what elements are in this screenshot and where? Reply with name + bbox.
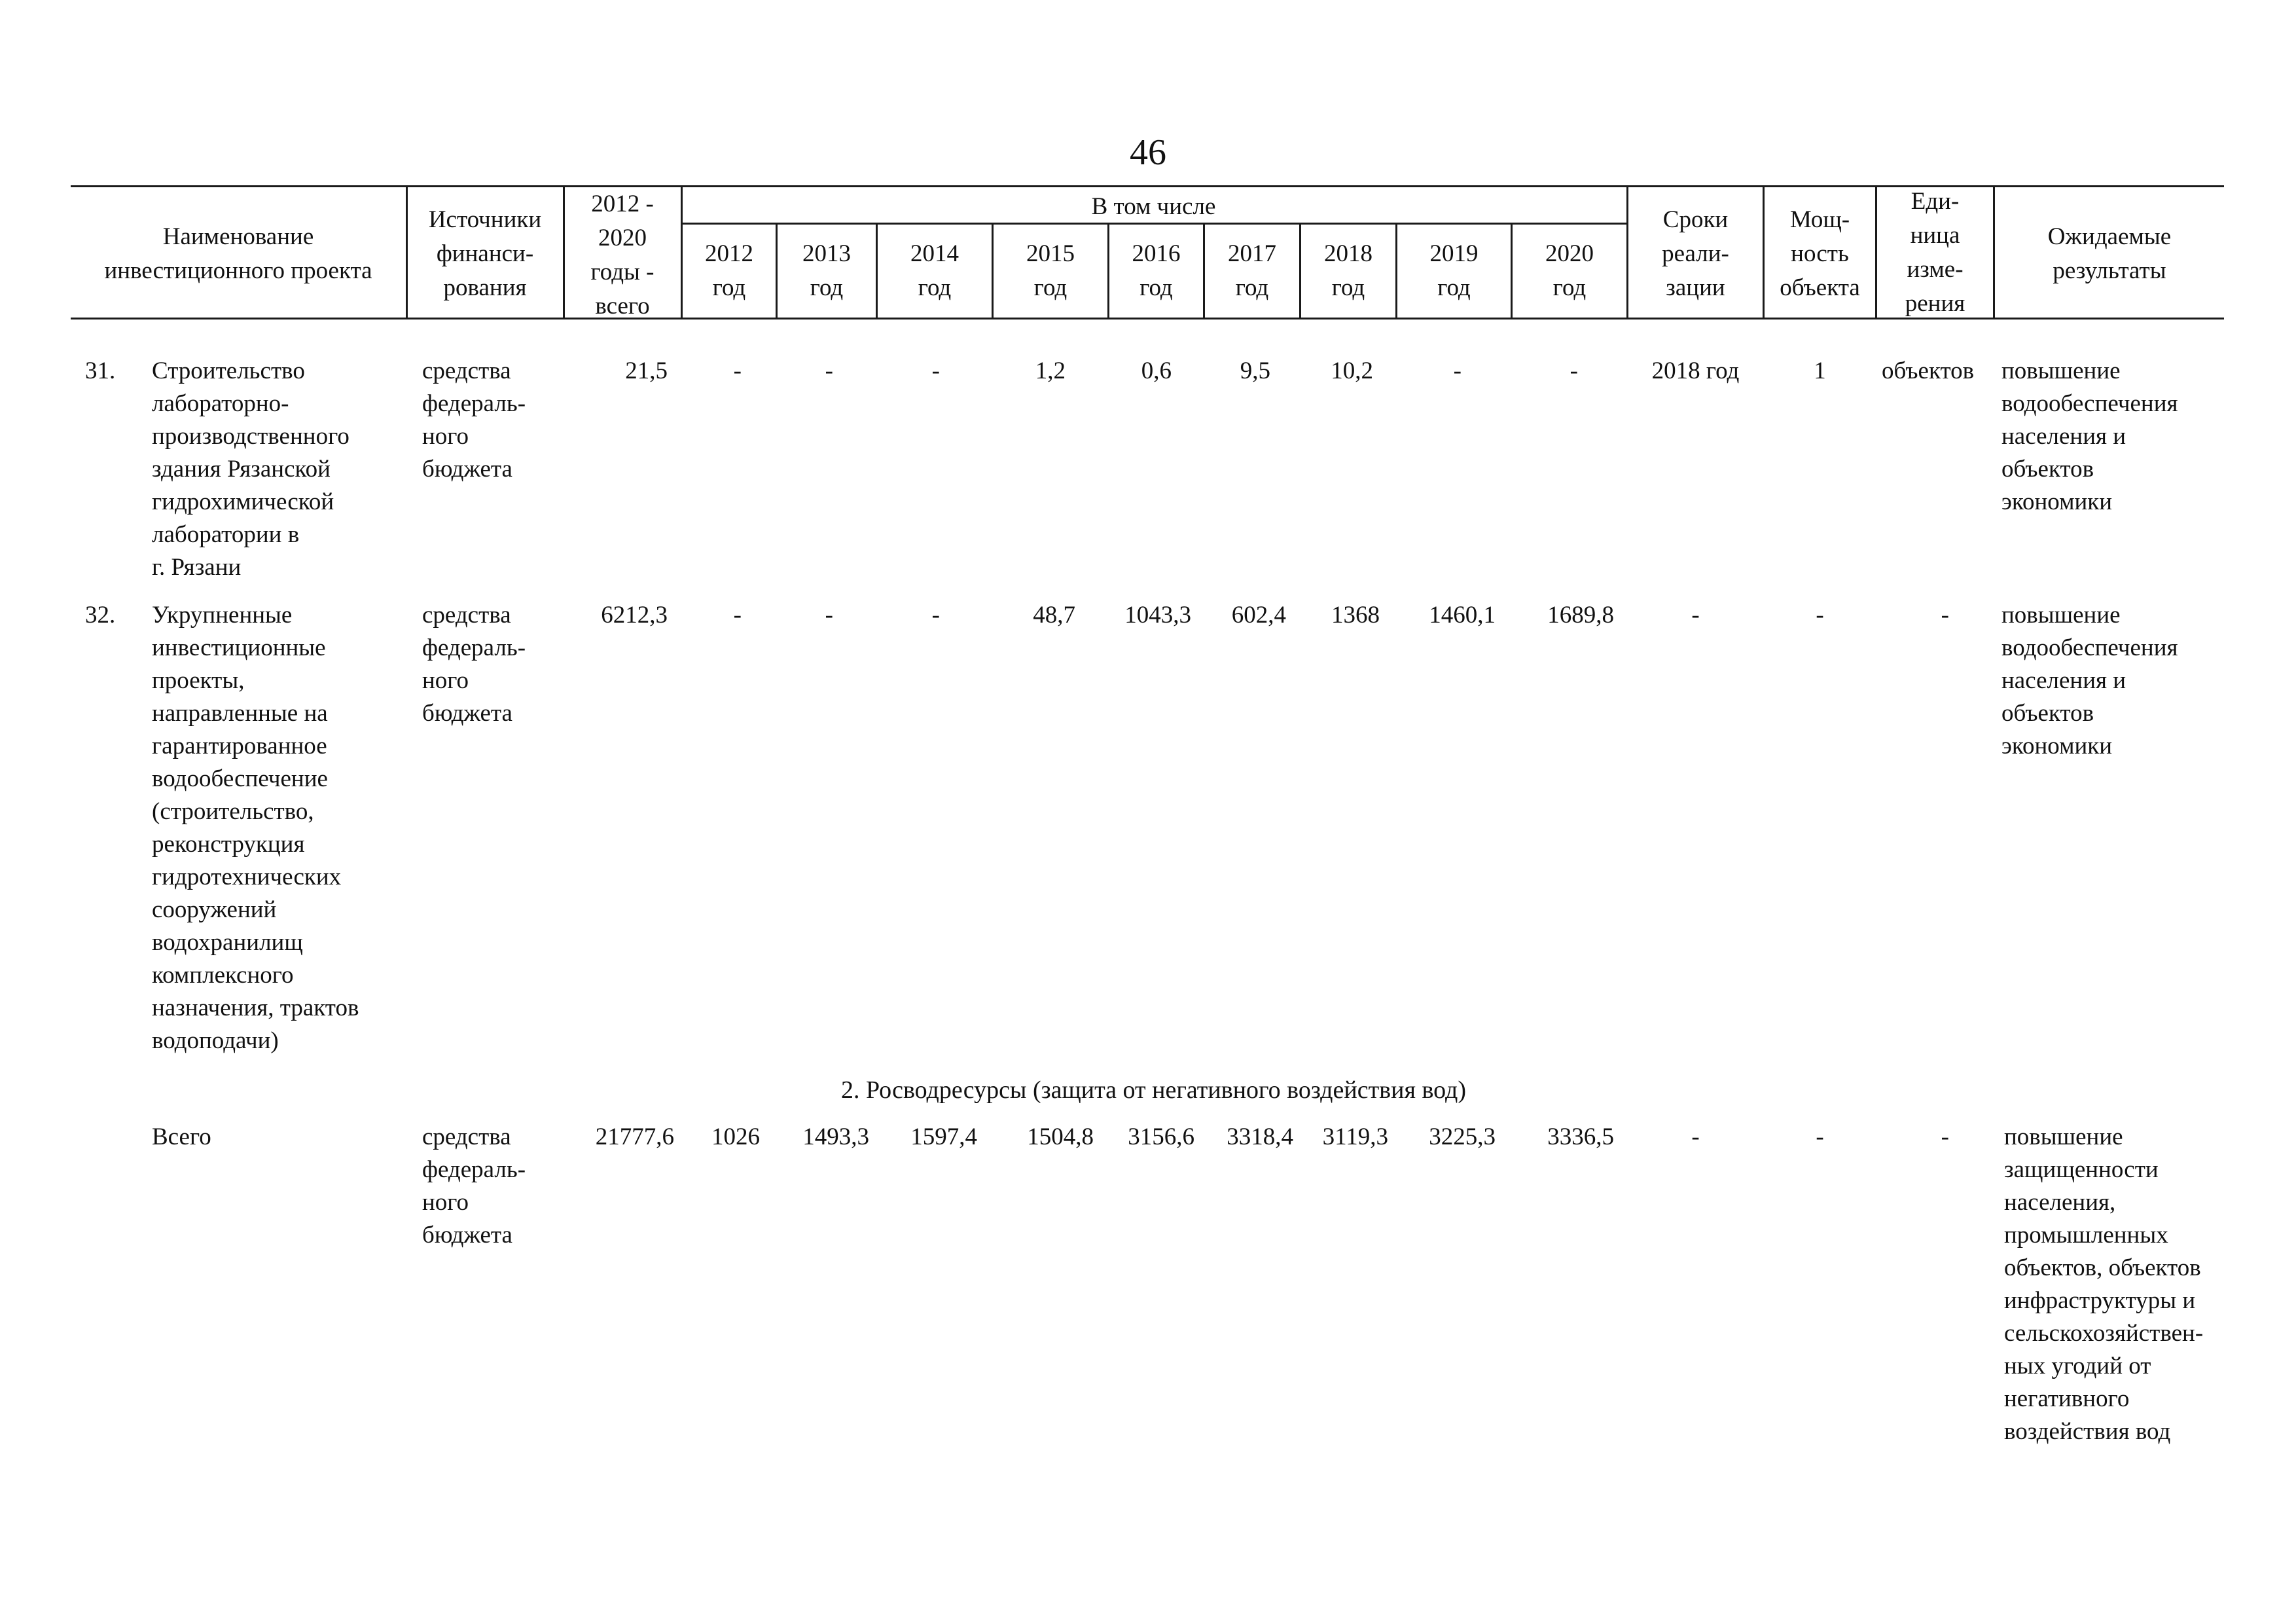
value-2014: 1597,4 [910, 1123, 977, 1150]
value-2016: 3156,6 [1128, 1123, 1194, 1150]
expected-results: повышение защищенности населения, промышленных объектов, объектов инфраструктуры и сельскохозяйствен- ных угодий от негативного воздействия вод [2004, 1123, 2204, 1445]
value-2020: 3336,5 [1547, 1123, 1614, 1150]
page-number: 46 [1130, 132, 1166, 173]
header-unit: Еди- ница изме- рения [1905, 188, 1965, 317]
value-2013: - [825, 602, 833, 629]
unit-value: объектов [1882, 357, 1975, 384]
funding-source: средства федераль- ного бюджета [422, 357, 526, 483]
implementation-terms: - [1691, 602, 1700, 629]
header-year-2016: 2016 год [1132, 240, 1181, 301]
value-2019: 3225,3 [1429, 1123, 1496, 1150]
value-2019: - [1453, 357, 1462, 384]
header-name: Наименование инвестиционного проекта [104, 223, 372, 284]
header-group-label: В том числе [1091, 193, 1216, 220]
row-number: 32. [85, 602, 116, 629]
total-row-name: Всего [152, 1123, 211, 1150]
funding-source: средства федераль- ного бюджета [422, 602, 526, 727]
header-total: 2012 - 2020 годы - всего [590, 191, 655, 319]
funding-source: средства федераль- ного бюджета [422, 1123, 526, 1249]
value-2014: - [931, 602, 940, 629]
header-year-2017: 2017 год [1228, 240, 1276, 301]
header-terms: Сроки реали- зации [1662, 206, 1729, 301]
value-2014: - [931, 357, 940, 384]
value-2015: 1504,8 [1027, 1123, 1094, 1150]
value-2017: 9,5 [1240, 357, 1270, 384]
value-2020: - [1570, 357, 1578, 384]
capacity-value: 1 [1814, 357, 1826, 384]
implementation-terms: 2018 год [1651, 357, 1740, 384]
value-2012: - [733, 602, 742, 629]
value-2013: - [825, 357, 833, 384]
header-year-2015: 2015 год [1026, 240, 1075, 301]
row-number: 31. [85, 357, 116, 384]
header-capacity: Мощ- ность объекта [1780, 206, 1860, 301]
header-year-2013: 2013 год [802, 240, 851, 301]
value-2016: 1043,3 [1124, 602, 1191, 629]
header-year-2018: 2018 год [1324, 240, 1372, 301]
value-2015: 48,7 [1033, 602, 1075, 629]
project-name: Укрупненные инвестиционные проекты, направленные на гарантированное водообеспечение (строительство, реконструкция гидротехнических сооружений водохранилищ комплексного назначения, трактов водоподачи) [152, 602, 359, 1054]
total-value: 6212,3 [601, 602, 668, 629]
unit-value: - [1941, 1123, 1949, 1150]
header-year-2020: 2020 год [1545, 240, 1594, 301]
header-year-2014: 2014 год [910, 240, 959, 301]
value-2012: - [733, 357, 742, 384]
value-2020: 1689,8 [1547, 602, 1614, 629]
value-2019: 1460,1 [1429, 602, 1496, 629]
value-2016: 0,6 [1141, 357, 1172, 384]
implementation-terms: - [1691, 1123, 1700, 1150]
unit-value: - [1941, 602, 1949, 629]
capacity-value: - [1816, 602, 1824, 629]
header-sources: Источники финанси- рования [428, 206, 542, 301]
expected-results: повышение водообеспечения населения и объектов экономики [2001, 602, 2178, 759]
header-results: Ожидаемые результаты [2047, 223, 2172, 284]
value-2018: 1368 [1331, 602, 1380, 629]
expected-results: повышение водообеспечения населения и объектов экономики [2001, 357, 2178, 515]
header-year-2019: 2019 год [1429, 240, 1479, 301]
value-2013: 1493,3 [802, 1123, 869, 1150]
value-2015: 1,2 [1035, 357, 1066, 384]
total-value: 21777,6 [595, 1123, 674, 1150]
value-2012: 1026 [711, 1123, 760, 1150]
header-year-2012: 2012 год [705, 240, 753, 301]
value-2017: 602,4 [1231, 602, 1286, 629]
capacity-value: - [1816, 1123, 1824, 1150]
value-2018: 3119,3 [1322, 1123, 1388, 1150]
value-2018: 10,2 [1331, 357, 1373, 384]
section-title: 2. Росводресурсы (защита от негативного воздействия вод) [840, 1076, 1467, 1104]
project-name: Строительство лабораторно- производственного здания Рязанской гидрохимической лаборатории в г. Рязани [152, 357, 350, 581]
total-value: 21,5 [625, 357, 668, 384]
value-2017: 3318,4 [1227, 1123, 1293, 1150]
